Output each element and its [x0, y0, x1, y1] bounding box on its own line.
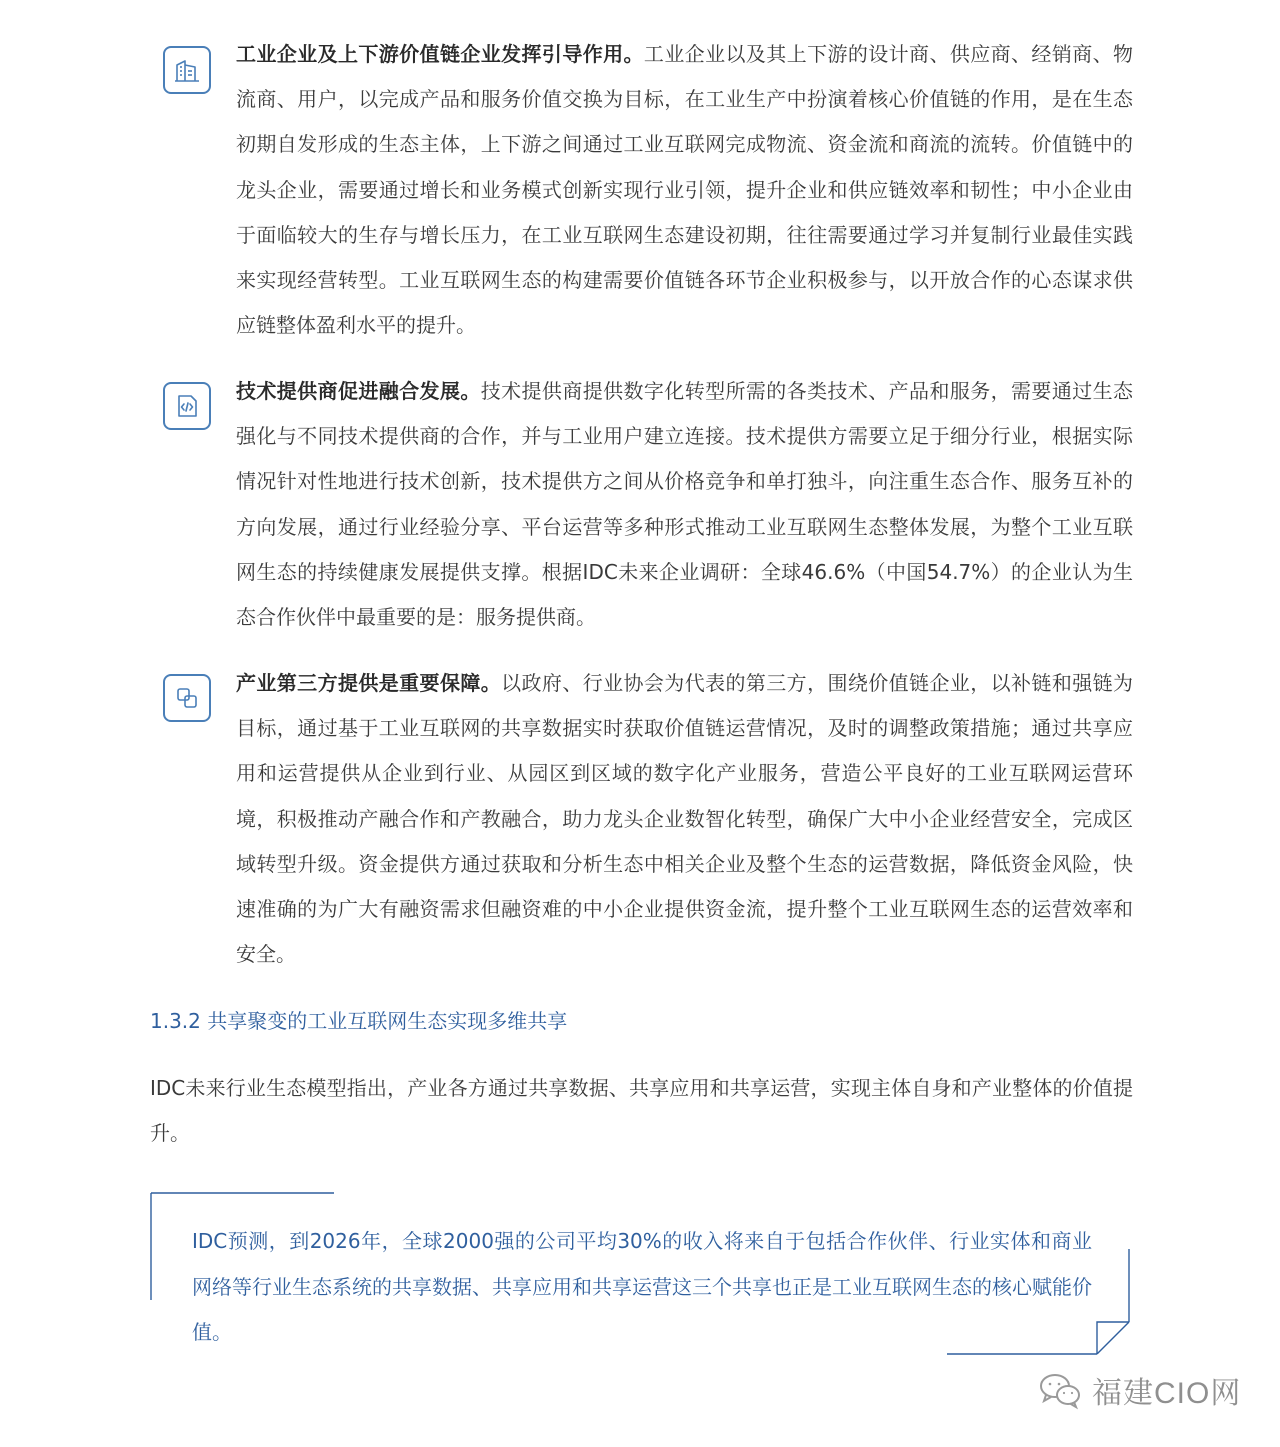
section-text: 工业企业以及其上下游的设计商、供应商、经销商、物流商、用户，以完成产品和服务价值交换为目标，在工业生产中扮演着核心价值链的作用，是在生态初期自发形成的生态主体，上下游之间通过工业互联网完成物流、资金流和商流的流转。价值链中的龙头企业，需要通过增长和业务模式创新实现行业引领，提升企业和供应链效率和韧性；中小企业由于面临较大的生存与增长压力，在工业互联网生态建设初期，往往需要通过学习并复制行业最佳实践来实现经营转型。工业互联网生态的构建需要价值链各环节企业积极参与，以开放合作的心态谋求供应链整体盈利水平的提升。	[236, 42, 1134, 338]
section-tech-providers	[163, 369, 1133, 639]
watermark-text: 福建CIO网	[1092, 1377, 1242, 1410]
quote-box	[150, 1192, 1133, 1357]
section-paragraph	[236, 661, 1133, 977]
section-paragraph	[236, 369, 1133, 640]
section-paragraph	[236, 32, 1133, 348]
building-icon	[163, 46, 211, 94]
section-lead: 技术提供商促进融合发展。	[236, 379, 481, 403]
section-third-party	[163, 661, 1133, 971]
wechat-icon	[1038, 1370, 1082, 1410]
section-heading: 1.3.2 共享聚变的工业互联网生态实现多维共享	[150, 1009, 568, 1033]
section-text: 以政府、行业协会为代表的第三方，围绕价值链企业，以补链和强链为目标，通过基于工业互联网的共享数据实时获取价值链运营情况，及时的调整政策措施；通过共享应用和运营提供从企业到行业、从园区到区域的数字化产业服务，营造公平良好的工业互联网运营环境，积极推动产融合作和产教融合，助力龙头企业数智化转型，确保广大中小企业经营安全，完成区域转型升级。资金提供方通过获取和分析生态中相关企业及整个生态的运营数据，降低资金风险，快速准确的为广大有融资需求但融资难的中小企业提供资金流，提升整个工业互联网生态的运营效率和安全。	[236, 671, 1134, 967]
section-text: 技术提供商提供数字化转型所需的各类技术、产品和服务，需要通过生态强化与不同技术提供商的合作，并与工业用户建立连接。技术提供方需要立足于细分行业，根据实际情况针对性地进行技术创新，技术提供方之间从价格竞争和单打独斗，向注重生态合作、服务互补的方向发展，通过行业经验分享、平台运营等多种形式推动工业互联网生态整体发展，为整个工业互联网生态的持续健康发展提供支撑。根据IDC未来企业调研：全球46.6%（中国54.7%）的企业认为生态合作伙伴中最重要的是：服务提供商。	[236, 379, 1134, 630]
quote-text: IDC预测，到2026年，全球2000强的公司平均30%的收入将来自于包括合作伙伴、行业实体和商业网络等行业生态系统的共享数据、共享应用和共享运营这三个共享也正是工业互联网生态的核心赋能价值。	[192, 1229, 1092, 1344]
body-paragraph: IDC未来行业生态模型指出，产业各方通过共享数据、共享应用和共享运营，实现主体自身和产业整体的价值提升。	[150, 1076, 1133, 1145]
watermark	[1038, 1365, 1241, 1415]
overlap-squares-icon	[163, 674, 211, 722]
code-document-icon	[163, 382, 211, 430]
section-industrial-enterprises	[163, 32, 1133, 342]
section-lead: 工业企业及上下游价值链企业发挥引导作用。	[236, 42, 644, 66]
section-lead: 产业第三方提供是重要保障。	[236, 671, 502, 695]
